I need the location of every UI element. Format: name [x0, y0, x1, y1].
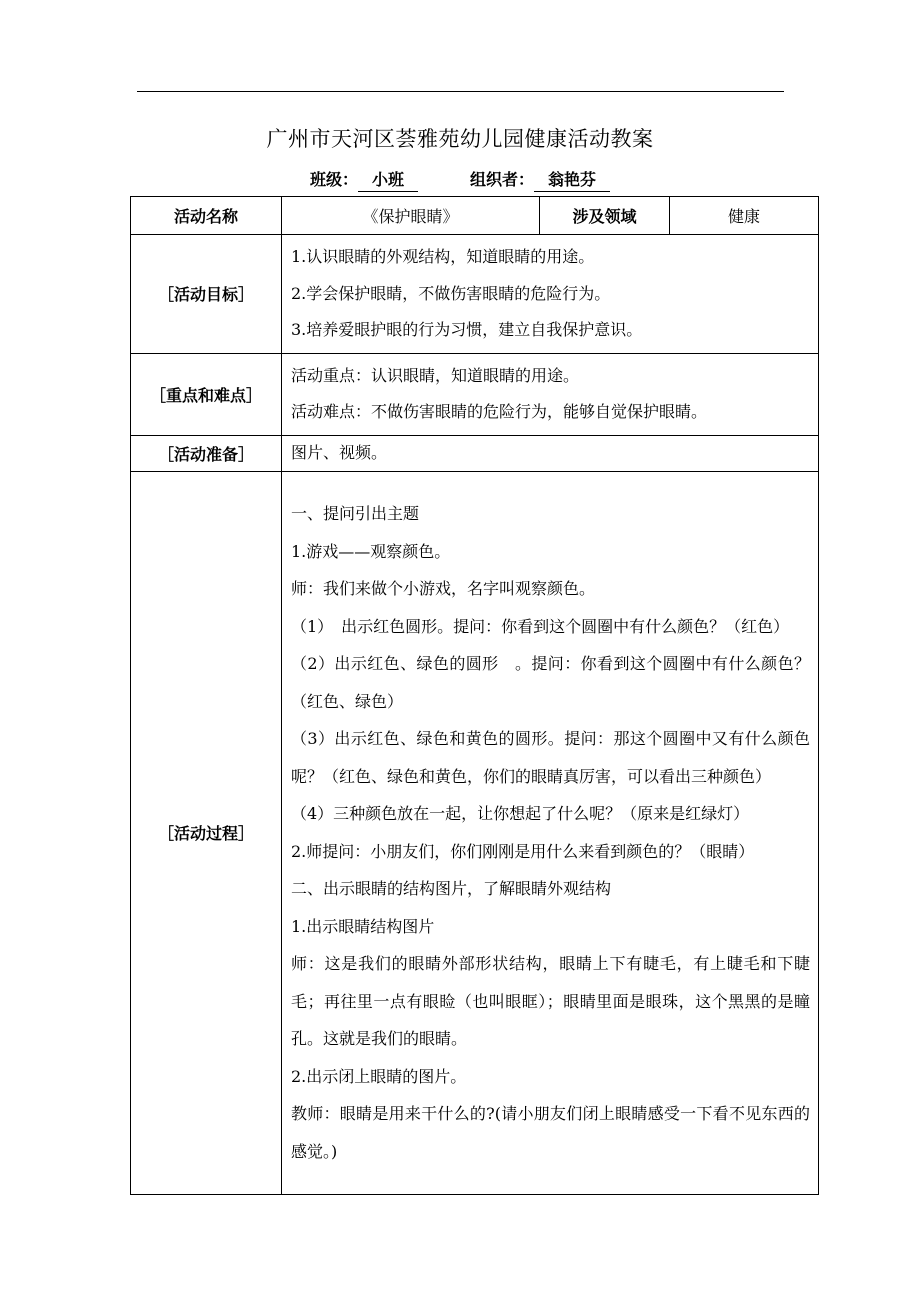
process-step: 一、提问引出主题	[291, 504, 420, 523]
process-step: （1） 出示红色圆形。提问：你看到这个圆圈中有什么颜色？（红色）	[291, 616, 790, 636]
key-points-label: ［重点和难点］	[131, 353, 282, 435]
process-step: 师：这是我们的眼睛外部形状结构，眼睛上下有睫毛，有上睫毛和下睫毛；再往里一点有眼睑（也叫眼眶）；眼睛里面是眼珠，这个黑黑的是瞳孔。这就是我们的眼睛。	[291, 954, 810, 1048]
process-step: 2.师提问：小朋友们，你们刚刚是用什么来看到颜色的？（眼睛）	[291, 841, 755, 861]
key-points-content	[282, 353, 819, 435]
row-process	[131, 471, 819, 1194]
key-point-item: 活动重点：认识眼睛，知道眼睛的用途。	[291, 365, 580, 385]
class-label: 班级：	[309, 170, 358, 189]
domain-label: 涉及领域	[540, 197, 670, 235]
process-step: 2.出示闭上眼睛的图片。	[291, 1066, 467, 1086]
key-point-item: 活动难点：不做伤害眼睛的危险行为，能够自觉保护眼睛。	[291, 402, 708, 421]
activity-name-label: 活动名称	[131, 197, 282, 235]
process-step: 二、出示眼睛的结构图片，了解眼睛外观结构	[291, 879, 612, 898]
process-step: （4）三种颜色放在一起，让你想起了什么呢？（原来是红绿灯）	[291, 804, 750, 823]
goal-item: 3.培养爱眼护眼的行为习惯，建立自我保护意识。	[291, 320, 643, 339]
preparation-label: ［活动准备］	[131, 435, 282, 471]
process-step: 1.出示眼睛结构图片	[291, 916, 435, 936]
header-rule	[137, 91, 784, 92]
activity-name-value: 《保护眼睛》	[282, 197, 540, 235]
document-title: 广州市天河区荟雅苑幼儿园健康活动教案	[266, 127, 654, 151]
row-activity-name	[131, 197, 819, 235]
process-label: ［活动过程］	[131, 471, 282, 1194]
process-step: 教师：眼睛是用来干什么的?(请小朋友们闭上眼睛感受一下看不见东西的感觉。)	[291, 1104, 810, 1161]
goals-content	[282, 235, 819, 354]
goals-label: ［活动目标］	[131, 235, 282, 354]
organizer-value: 翁艳芬	[534, 170, 610, 192]
process-step: （2）出示红色、绿色的圆形 。提问：你看到这个圆圈中有什么颜色？（红色、绿色）	[291, 654, 810, 711]
process-content	[282, 471, 819, 1194]
lesson-plan-table	[130, 196, 819, 1195]
goal-item: 1.认识眼睛的外观结构，知道眼睛的用途。	[291, 247, 595, 266]
row-preparation	[131, 435, 819, 471]
goal-item: 2.学会保护眼睛，不做伤害眼睛的危险行为。	[291, 283, 611, 303]
process-step: （3）出示红色、绿色和黄色的圆形。提问：那这个圆圈中又有什么颜色呢？（红色、绿色和黄色，你们的眼睛真厉害，可以看出三种颜色）	[291, 729, 810, 786]
domain-value: 健康	[670, 197, 819, 235]
row-key-points	[131, 353, 819, 435]
row-goals	[131, 235, 819, 354]
meta-line	[0, 167, 920, 192]
class-value: 小班	[358, 170, 418, 192]
process-step: 1.游戏——观察颜色。	[291, 541, 451, 561]
process-step: 师：我们来做个小游戏，名字叫观察颜色。	[291, 579, 596, 598]
organizer-label: 组织者：	[470, 170, 535, 189]
preparation-value: 图片、视频。	[282, 435, 819, 471]
